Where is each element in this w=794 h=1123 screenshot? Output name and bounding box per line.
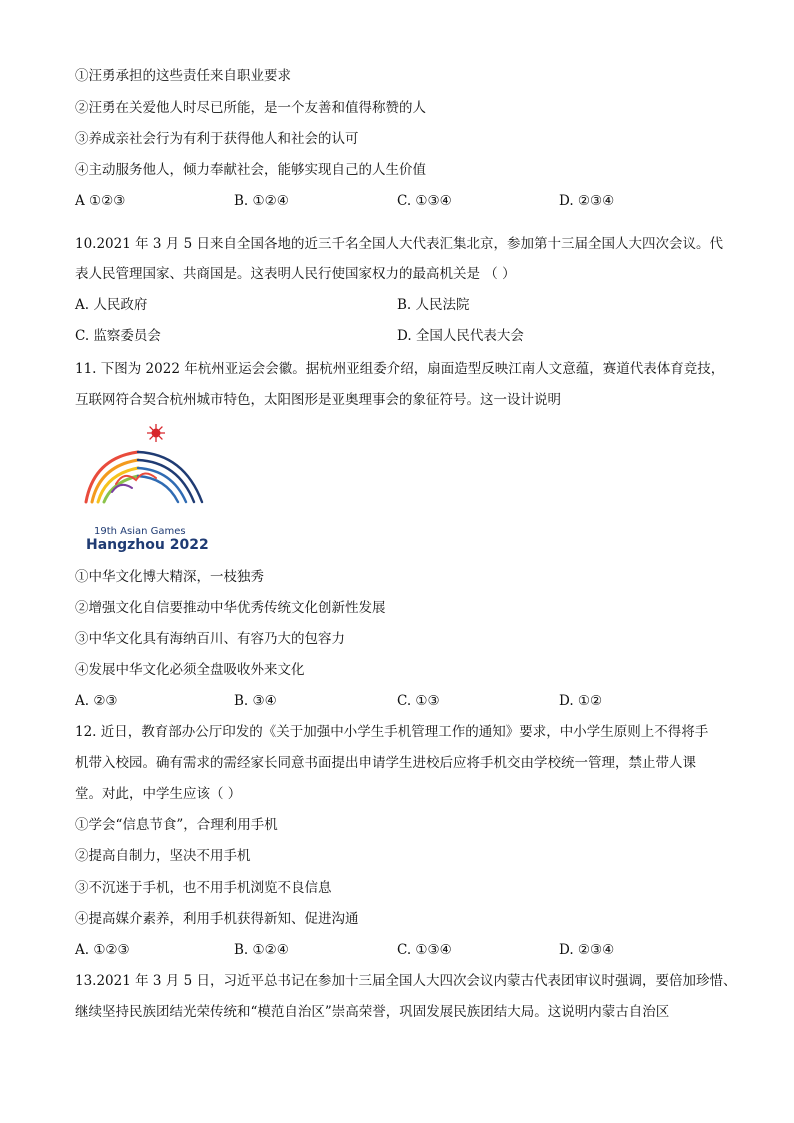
q13-stem-line-2: 继续坚持民族团结光荣传统和“模范自治区”崇高荣誉，巩固发展民族团结大局。这说明内蒙古自治区 (75, 1004, 670, 1020)
q11-option-c: C. ①③ (397, 693, 440, 709)
q12-item-3: ③不沉迷于手机，也不用手机浏览不良信息 (75, 880, 332, 896)
q12-stem-line-1: 12. 近日，教育部办公厅印发的《关于加强中小学生手机管理工作的通知》要求，中小学生原则上不得将手 (75, 724, 709, 740)
q10-stem-line-2: 表人民管理国家、共商国是。这表明人民行使国家权力的最高机关是 （ ） (75, 266, 516, 282)
q9-item-3: ③养成亲社会行为有利于获得他人和社会的认可 (75, 131, 359, 147)
q9-option-c: C. ①③④ (397, 193, 452, 209)
q12-option-b: B. ①②④ (234, 942, 289, 958)
logo-caption-1: 19th Asian Games (94, 526, 186, 537)
q10-option-a: A. 人民政府 (75, 297, 148, 313)
q10-option-c: C. 监察委员会 (75, 328, 161, 344)
q9-option-d: D. ②③④ (559, 193, 615, 209)
q12-item-4: ④提高媒介素养，利用手机获得新知、促进沟通 (75, 911, 359, 927)
q12-option-c: C. ①③④ (397, 942, 452, 958)
logo-caption-2: Hangzhou 2022 (86, 537, 209, 553)
fan-arcs-icon (86, 452, 202, 502)
q11-item-3: ③中华文化具有海纳百川、有容乃大的包容力 (75, 631, 345, 647)
q11-option-d: D. ①② (559, 693, 603, 709)
q12-option-a: A. ①②③ (75, 942, 130, 958)
q10-stem-line-1: 10.2021 年 3 月 5 日来自全国各地的近三千名全国人大代表汇集北京，参加第十三届全国人大四次会议。代 (75, 236, 723, 252)
q11-option-a: A. ②③ (75, 693, 118, 709)
q12-item-1: ①学会“信息节食”，合理利用手机 (75, 817, 278, 833)
q12-item-2: ②提高自制力，坚决不用手机 (75, 848, 251, 864)
q11-item-4: ④发展中华文化必须全盘吸收外来文化 (75, 662, 305, 678)
q11-stem-line-1: 11. 下图为 2022 年杭州亚运会会徽。据杭州亚组委介绍，扇面造型反映江南人文意蕴，赛道代表体育竞技， (75, 361, 725, 377)
q11-stem-line-2: 互联网符合契合杭州城市特色，太阳图形是亚奥理事会的象征符号。这一设计说明 (75, 392, 561, 408)
q10-option-b: B. 人民法院 (397, 297, 470, 313)
q9-item-1: ①汪勇承担的这些责任来自职业要求 (75, 68, 291, 84)
q11-item-2: ②增强文化自信要推动中华优秀传统文化创新性发展 (75, 600, 386, 616)
q13-stem-line-1: 13.2021 年 3 月 5 日，习近平总书记在参加十三届全国人大四次会议内蒙古代表团审议时强调，要倍加珍惜、 (75, 973, 737, 989)
q11-option-b: B. ③④ (234, 693, 277, 709)
sun-icon (147, 424, 165, 442)
q9-option-b: B. ①②④ (234, 193, 289, 209)
q9-item-4: ④主动服务他人，倾力奉献社会，能够实现自己的人生价值 (75, 162, 426, 178)
q11-item-1: ①中华文化博大精深，一枝独秀 (75, 569, 264, 585)
q12-stem-line-3: 堂。对此，中学生应该（ ） (75, 786, 242, 802)
q9-item-2: ②汪勇在关爱他人时尽已所能，是一个友善和值得称赞的人 (75, 100, 426, 116)
q9-option-a: A ①②③ (75, 193, 126, 209)
q12-option-d: D. ②③④ (559, 942, 615, 958)
q10-option-d: D. 全国人民代表大会 (397, 328, 524, 344)
q12-stem-line-2: 机带入校园。确有需求的需经家长同意书面提出申请学生进校后应将手机交由学校统一管理，禁止带人课 (75, 755, 696, 771)
